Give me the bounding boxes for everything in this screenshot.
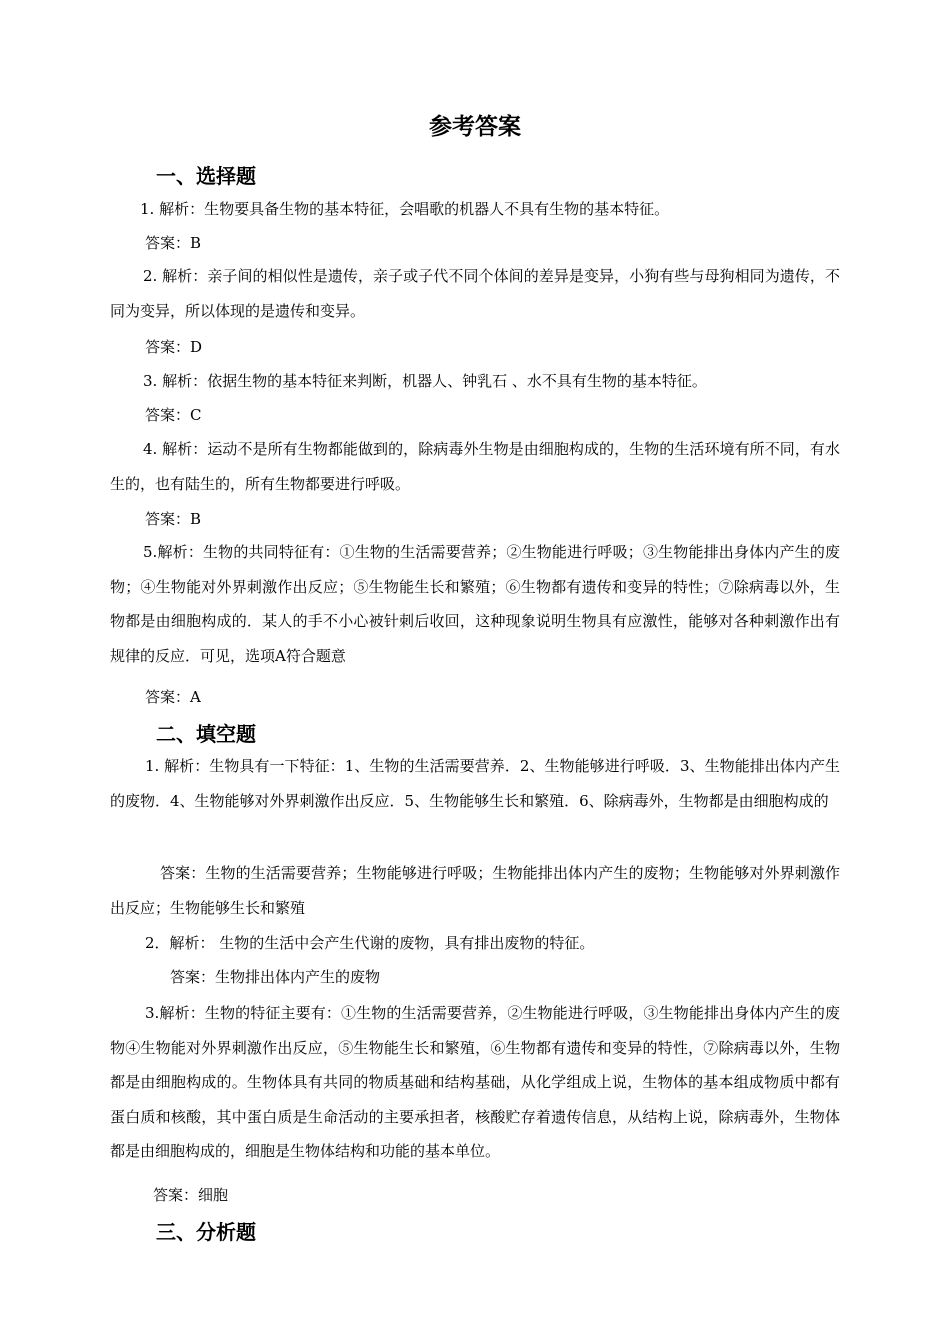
section-heading-fill: 二、填空题 xyxy=(156,722,256,746)
choice-q4-answer: 答案：B xyxy=(145,510,202,528)
fill-q2-answer: 答案：生物排出体内产生的废物 xyxy=(170,968,381,986)
choice-q3-answer: 答案：C xyxy=(145,406,202,424)
fill-q3-answer: 答案：细胞 xyxy=(153,1186,229,1204)
fill-q1-explanation: 1. 解析：生物具有一下特征：1、生物的生活需要营养．2、生物能够进行呼吸．3、生物能排出体内产生的废物．4、生物能够对外界刺激作出反应．5、生物能够生长和繁殖．6、除病毒外，生物都是由细胞构成的 xyxy=(110,757,840,810)
fill-q3-explanation: 3.解析：生物的特征主要有：①生物的生活需要营养，②生物能进行呼吸，③生物能排出身体内产生的废物④生物能对外界刺激作出反应，⑤生物能生长和繁殖，⑥生物都有遗传和变异的特性，⑦除病毒以外，生物都是由细胞构成的。生物体具有共同的物质基础和结构基础，从化学组成上说，生物体的基本组成物质中都有蛋白质和核酸，其中蛋白质是生命活动的主要承担者，核酸贮存着遗传信息，从结构上说，除病毒外，生物体都是由细胞构成的，细胞是生物体结构和功能的基本单位。 xyxy=(110,1004,840,1160)
choice-q2-explanation: 2. 解析：亲子间的相似性是遗传，亲子或子代不同个体间的差异是变异，小狗有些与母狗相同为遗传，不同为变异，所以体现的是遗传和变异。 xyxy=(110,267,840,320)
choice-q5-answer: 答案：A xyxy=(145,688,201,706)
page-title: 参考答案 xyxy=(429,114,521,140)
choice-q4-explanation: 4. 解析：运动不是所有生物都能做到的，除病毒外生物是由细胞构成的，生物的生活环境有所不同，有水生的，也有陆生的，所有生物都要进行呼吸。 xyxy=(110,440,840,493)
fill-q1-answer: 答案：生物的生活需要营养；生物能够进行呼吸；生物能排出体内产生的废物；生物能够对外界刺激作出反应；生物能够生长和繁殖 xyxy=(110,864,840,917)
section-heading-choice: 一、选择题 xyxy=(156,164,256,188)
choice-q5-explanation: 5.解析：生物的共同特征有：①生物的生活需要营养；②生物能进行呼吸；③生物能排出身体内产生的废物；④生物能对外界刺激作出反应；⑤生物能生长和繁殖；⑥生物都有遗传和变异的特性；⑦除病毒以外，生物都是由细胞构成的．某人的手不小心被针刺后收回，这种现象说明生物具有应激性，能够对各种刺激作出有规律的反应．可见，选项A符合题意 xyxy=(110,543,840,665)
fill-q2-explanation: 2．解析： 生物的生活中会产生代谢的废物，具有排出废物的特征。 xyxy=(145,934,595,952)
choice-q2-answer: 答案：D xyxy=(145,338,203,356)
section-heading-analysis: 三、分析题 xyxy=(156,1220,256,1244)
choice-q3-explanation: 3. 解析：依据生物的基本特征来判断，机器人、钟乳石 、水不具有生物的基本特征。 xyxy=(143,372,707,390)
choice-q1-explanation: 1. 解析：生物要具备生物的基本特征，会唱歌的机器人不具有生物的基本特征。 xyxy=(140,200,670,218)
choice-q1-answer: 答案：B xyxy=(145,234,202,252)
